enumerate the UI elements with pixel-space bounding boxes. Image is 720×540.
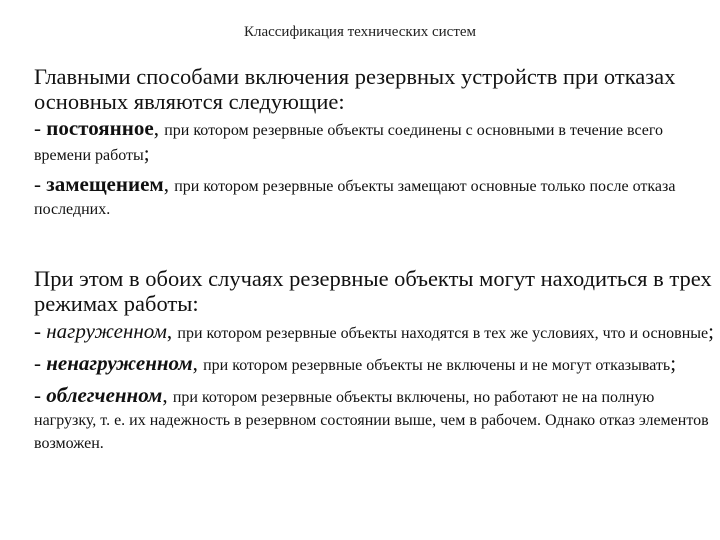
term-substitution: замещением [46, 172, 164, 196]
modes-section [34, 266, 714, 455]
method-description: при котором резервные объекты замещают основные только после отказа последних. [34, 178, 676, 218]
methods-section [34, 64, 714, 221]
intro-paragraph-methods: Главными способами включения резервных устройств при отказах основных являются следующие: [34, 64, 676, 114]
term-comma: , [163, 172, 175, 196]
term-constant: постоянное [46, 116, 154, 140]
mode-item-lightened [34, 384, 714, 455]
term-comma: , [162, 383, 173, 407]
bullet-dash: - [34, 351, 47, 375]
mode-description: при котором резервные объекты включены, но работают не на полную нагрузку, т. е. их надежность в резервном состоянии выше, чем в рабочем. Однако отказ элементов возможен. [34, 389, 709, 452]
term-comma: , [192, 351, 204, 375]
term-loaded: нагруженном [46, 319, 167, 343]
mode-item-loaded [34, 320, 714, 345]
term-comma: , [166, 319, 178, 343]
term-comma: , [153, 116, 165, 140]
method-item-substitution [34, 173, 714, 221]
item-end-punct: ; [708, 319, 714, 343]
method-item-constant [34, 117, 714, 167]
method-description: при котором резервные объекты соединены с основными в течение всего времени работы [34, 122, 664, 164]
bullet-dash: - [34, 116, 47, 140]
term-unloaded: ненагруженном [46, 351, 193, 375]
term-lightened: облегченном [46, 383, 163, 407]
mode-description: при котором резервные объекты находятся в тех же условиях, что и основные [177, 325, 709, 342]
mode-description: при котором резервные объекты не включены и не могут отказывать [203, 357, 671, 374]
mode-item-unloaded [34, 352, 714, 377]
intro-paragraph-modes: При этом в обоих случаях резервные объекты могут находиться в трех режимах работы: [34, 266, 712, 316]
slide-title: Классификация технических систем [243, 24, 477, 40]
bullet-dash: - [34, 319, 47, 343]
bullet-dash: - [34, 172, 47, 196]
item-end-punct: ; [670, 351, 677, 375]
item-end-punct: ; [143, 141, 150, 165]
bullet-dash: - [34, 383, 47, 407]
